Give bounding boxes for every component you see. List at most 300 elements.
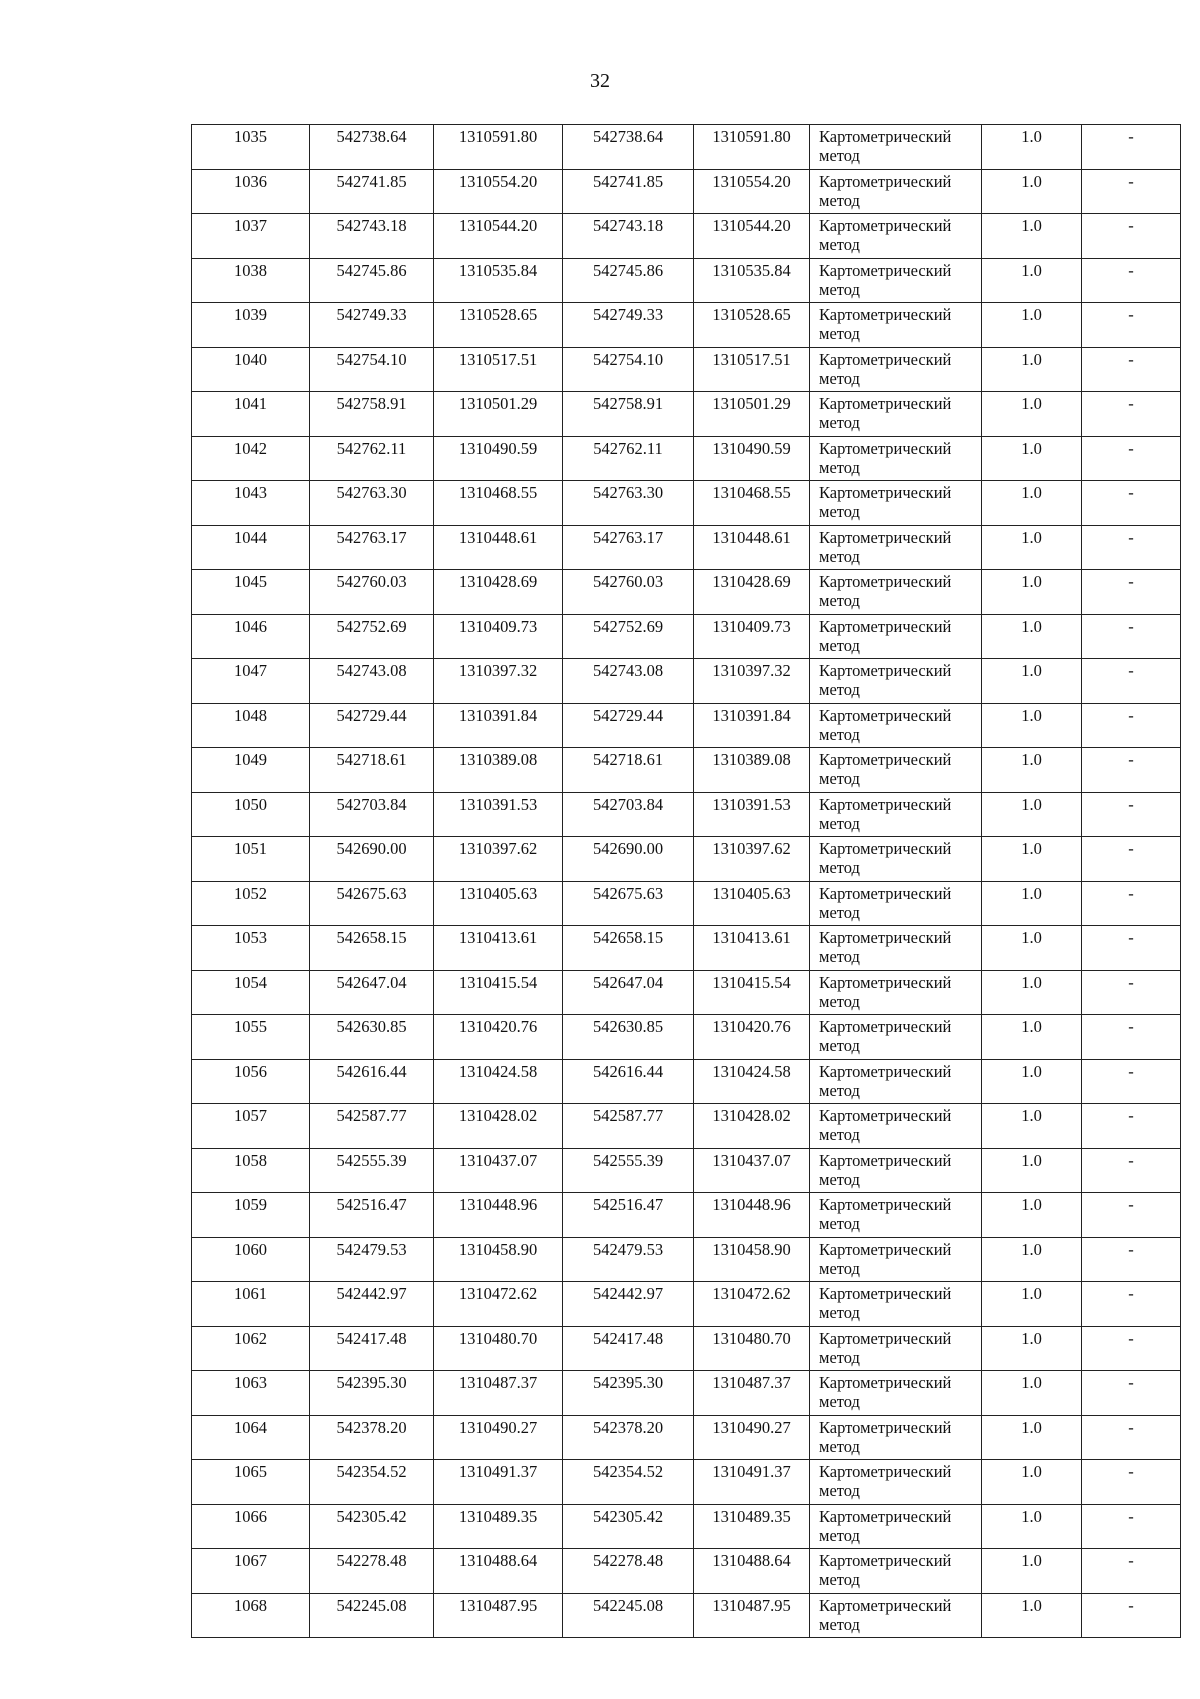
y-coordinate-cell: 1310528.65: [694, 303, 810, 348]
accuracy-cell: 1.0: [982, 1593, 1082, 1638]
x-coordinate-cell: 542630.85: [310, 1015, 434, 1060]
method-cell: Картометрический метод: [810, 169, 982, 214]
accuracy-cell: 1.0: [982, 1549, 1082, 1594]
x-coordinate-cell: 542442.97: [310, 1282, 434, 1327]
x-coordinate-cell: 542738.64: [310, 125, 434, 170]
note-cell: -: [1082, 881, 1181, 926]
accuracy-cell: 1.0: [982, 1282, 1082, 1327]
point-number-cell: 1037: [192, 214, 310, 259]
point-number-cell: 1059: [192, 1193, 310, 1238]
accuracy-cell: 1.0: [982, 1504, 1082, 1549]
accuracy-cell: 1.0: [982, 837, 1082, 882]
accuracy-cell: 1.0: [982, 703, 1082, 748]
y-coordinate-cell: 1310544.20: [434, 214, 563, 259]
table-row: [192, 881, 1181, 926]
table-row: [192, 970, 1181, 1015]
x-coordinate-cell: 542758.91: [563, 392, 694, 437]
x-coordinate-cell: 542738.64: [563, 125, 694, 170]
x-coordinate-cell: 542743.08: [310, 659, 434, 704]
x-coordinate-cell: 542745.86: [563, 258, 694, 303]
table-row: [192, 1059, 1181, 1104]
y-coordinate-cell: 1310391.84: [434, 703, 563, 748]
x-coordinate-cell: 542555.39: [563, 1148, 694, 1193]
y-coordinate-cell: 1310591.80: [434, 125, 563, 170]
table-row: [192, 703, 1181, 748]
x-coordinate-cell: 542690.00: [563, 837, 694, 882]
point-number-cell: 1047: [192, 659, 310, 704]
table-row: [192, 303, 1181, 348]
y-coordinate-cell: 1310428.69: [434, 570, 563, 615]
y-coordinate-cell: 1310487.95: [434, 1593, 563, 1638]
accuracy-cell: 1.0: [982, 792, 1082, 837]
x-coordinate-cell: 542758.91: [310, 392, 434, 437]
y-coordinate-cell: 1310544.20: [694, 214, 810, 259]
note-cell: -: [1082, 703, 1181, 748]
x-coordinate-cell: 542763.17: [310, 525, 434, 570]
method-cell: Картометрический метод: [810, 1193, 982, 1238]
table-row: [192, 125, 1181, 170]
note-cell: -: [1082, 1148, 1181, 1193]
note-cell: -: [1082, 1193, 1181, 1238]
point-number-cell: 1066: [192, 1504, 310, 1549]
x-coordinate-cell: 542647.04: [310, 970, 434, 1015]
point-number-cell: 1056: [192, 1059, 310, 1104]
x-coordinate-cell: 542647.04: [563, 970, 694, 1015]
accuracy-cell: 1.0: [982, 525, 1082, 570]
y-coordinate-cell: 1310501.29: [434, 392, 563, 437]
x-coordinate-cell: 542675.63: [563, 881, 694, 926]
x-coordinate-cell: 542630.85: [563, 1015, 694, 1060]
table-row: [192, 214, 1181, 259]
method-cell: Картометрический метод: [810, 1015, 982, 1060]
x-coordinate-cell: 542305.42: [563, 1504, 694, 1549]
point-number-cell: 1061: [192, 1282, 310, 1327]
point-number-cell: 1063: [192, 1371, 310, 1416]
accuracy-cell: 1.0: [982, 570, 1082, 615]
y-coordinate-cell: 1310517.51: [434, 347, 563, 392]
method-cell: Картометрический метод: [810, 347, 982, 392]
y-coordinate-cell: 1310501.29: [694, 392, 810, 437]
y-coordinate-cell: 1310490.27: [694, 1415, 810, 1460]
accuracy-cell: 1.0: [982, 926, 1082, 971]
page-number: 32: [590, 70, 610, 92]
table-row: [192, 1593, 1181, 1638]
accuracy-cell: 1.0: [982, 1059, 1082, 1104]
y-coordinate-cell: 1310415.54: [694, 970, 810, 1015]
y-coordinate-cell: 1310409.73: [434, 614, 563, 659]
y-coordinate-cell: 1310458.90: [694, 1237, 810, 1282]
table-row: [192, 1148, 1181, 1193]
method-cell: Картометрический метод: [810, 1504, 982, 1549]
y-coordinate-cell: 1310458.90: [434, 1237, 563, 1282]
note-cell: -: [1082, 1104, 1181, 1149]
point-number-cell: 1042: [192, 436, 310, 481]
y-coordinate-cell: 1310480.70: [694, 1326, 810, 1371]
y-coordinate-cell: 1310397.32: [694, 659, 810, 704]
x-coordinate-cell: 542479.53: [563, 1237, 694, 1282]
method-cell: Картометрический метод: [810, 926, 982, 971]
table-row: [192, 1504, 1181, 1549]
y-coordinate-cell: 1310490.27: [434, 1415, 563, 1460]
accuracy-cell: 1.0: [982, 614, 1082, 659]
note-cell: -: [1082, 258, 1181, 303]
note-cell: -: [1082, 1504, 1181, 1549]
point-number-cell: 1054: [192, 970, 310, 1015]
point-number-cell: 1044: [192, 525, 310, 570]
table-row: [192, 525, 1181, 570]
x-coordinate-cell: 542754.10: [310, 347, 434, 392]
y-coordinate-cell: 1310517.51: [694, 347, 810, 392]
x-coordinate-cell: 542278.48: [563, 1549, 694, 1594]
x-coordinate-cell: 542658.15: [563, 926, 694, 971]
y-coordinate-cell: 1310554.20: [694, 169, 810, 214]
method-cell: Картометрический метод: [810, 258, 982, 303]
y-coordinate-cell: 1310424.58: [434, 1059, 563, 1104]
x-coordinate-cell: 542729.44: [563, 703, 694, 748]
note-cell: -: [1082, 1371, 1181, 1416]
y-coordinate-cell: 1310472.62: [434, 1282, 563, 1327]
method-cell: Картометрический метод: [810, 525, 982, 570]
method-cell: Картометрический метод: [810, 214, 982, 259]
note-cell: -: [1082, 481, 1181, 526]
table-body: [192, 125, 1181, 1638]
table-row: [192, 436, 1181, 481]
accuracy-cell: 1.0: [982, 169, 1082, 214]
y-coordinate-cell: 1310397.62: [694, 837, 810, 882]
point-number-cell: 1067: [192, 1549, 310, 1594]
y-coordinate-cell: 1310468.55: [694, 481, 810, 526]
note-cell: -: [1082, 1460, 1181, 1505]
y-coordinate-cell: 1310428.02: [434, 1104, 563, 1149]
point-number-cell: 1043: [192, 481, 310, 526]
x-coordinate-cell: 542749.33: [563, 303, 694, 348]
y-coordinate-cell: 1310491.37: [434, 1460, 563, 1505]
y-coordinate-cell: 1310528.65: [434, 303, 563, 348]
method-cell: Картометрический метод: [810, 570, 982, 615]
accuracy-cell: 1.0: [982, 881, 1082, 926]
x-coordinate-cell: 542752.69: [563, 614, 694, 659]
y-coordinate-cell: 1310420.76: [434, 1015, 563, 1060]
point-number-cell: 1058: [192, 1148, 310, 1193]
x-coordinate-cell: 542745.86: [310, 258, 434, 303]
note-cell: -: [1082, 125, 1181, 170]
x-coordinate-cell: 542378.20: [563, 1415, 694, 1460]
method-cell: Картометрический метод: [810, 1593, 982, 1638]
y-coordinate-cell: 1310391.53: [694, 792, 810, 837]
table-row: [192, 1193, 1181, 1238]
note-cell: -: [1082, 1415, 1181, 1460]
x-coordinate-cell: 542760.03: [563, 570, 694, 615]
x-coordinate-cell: 542749.33: [310, 303, 434, 348]
table-row: [192, 1549, 1181, 1594]
x-coordinate-cell: 542442.97: [563, 1282, 694, 1327]
x-coordinate-cell: 542516.47: [563, 1193, 694, 1238]
x-coordinate-cell: 542354.52: [563, 1460, 694, 1505]
point-number-cell: 1039: [192, 303, 310, 348]
point-number-cell: 1040: [192, 347, 310, 392]
accuracy-cell: 1.0: [982, 347, 1082, 392]
point-number-cell: 1041: [192, 392, 310, 437]
accuracy-cell: 1.0: [982, 748, 1082, 793]
point-number-cell: 1048: [192, 703, 310, 748]
method-cell: Картометрический метод: [810, 659, 982, 704]
note-cell: -: [1082, 1059, 1181, 1104]
method-cell: Картометрический метод: [810, 970, 982, 1015]
y-coordinate-cell: 1310413.61: [694, 926, 810, 971]
note-cell: -: [1082, 436, 1181, 481]
y-coordinate-cell: 1310424.58: [694, 1059, 810, 1104]
x-coordinate-cell: 542741.85: [310, 169, 434, 214]
note-cell: -: [1082, 1549, 1181, 1594]
note-cell: -: [1082, 214, 1181, 259]
x-coordinate-cell: 542245.08: [563, 1593, 694, 1638]
y-coordinate-cell: 1310415.54: [434, 970, 563, 1015]
x-coordinate-cell: 542417.48: [310, 1326, 434, 1371]
table-row: [192, 1326, 1181, 1371]
x-coordinate-cell: 542555.39: [310, 1148, 434, 1193]
point-number-cell: 1064: [192, 1415, 310, 1460]
method-cell: Картометрический метод: [810, 1460, 982, 1505]
note-cell: -: [1082, 169, 1181, 214]
x-coordinate-cell: 542743.18: [563, 214, 694, 259]
table-row: [192, 258, 1181, 303]
method-cell: Картометрический метод: [810, 1326, 982, 1371]
y-coordinate-cell: 1310554.20: [434, 169, 563, 214]
y-coordinate-cell: 1310420.76: [694, 1015, 810, 1060]
point-number-cell: 1050: [192, 792, 310, 837]
note-cell: -: [1082, 570, 1181, 615]
y-coordinate-cell: 1310397.32: [434, 659, 563, 704]
x-coordinate-cell: 542718.61: [310, 748, 434, 793]
table-row: [192, 1104, 1181, 1149]
method-cell: Картометрический метод: [810, 614, 982, 659]
note-cell: -: [1082, 748, 1181, 793]
y-coordinate-cell: 1310472.62: [694, 1282, 810, 1327]
x-coordinate-cell: 542743.18: [310, 214, 434, 259]
y-coordinate-cell: 1310491.37: [694, 1460, 810, 1505]
y-coordinate-cell: 1310413.61: [434, 926, 563, 971]
accuracy-cell: 1.0: [982, 436, 1082, 481]
y-coordinate-cell: 1310437.07: [694, 1148, 810, 1193]
accuracy-cell: 1.0: [982, 1415, 1082, 1460]
point-number-cell: 1057: [192, 1104, 310, 1149]
x-coordinate-cell: 542703.84: [310, 792, 434, 837]
note-cell: -: [1082, 1593, 1181, 1638]
x-coordinate-cell: 542718.61: [563, 748, 694, 793]
point-number-cell: 1055: [192, 1015, 310, 1060]
accuracy-cell: 1.0: [982, 258, 1082, 303]
y-coordinate-cell: 1310448.96: [434, 1193, 563, 1238]
accuracy-cell: 1.0: [982, 1148, 1082, 1193]
x-coordinate-cell: 542278.48: [310, 1549, 434, 1594]
note-cell: -: [1082, 1326, 1181, 1371]
y-coordinate-cell: 1310389.08: [434, 748, 563, 793]
point-number-cell: 1053: [192, 926, 310, 971]
x-coordinate-cell: 542763.30: [310, 481, 434, 526]
accuracy-cell: 1.0: [982, 1193, 1082, 1238]
accuracy-cell: 1.0: [982, 1237, 1082, 1282]
y-coordinate-cell: 1310488.64: [694, 1549, 810, 1594]
x-coordinate-cell: 542763.17: [563, 525, 694, 570]
table-row: [192, 926, 1181, 971]
x-coordinate-cell: 542587.77: [563, 1104, 694, 1149]
y-coordinate-cell: 1310448.96: [694, 1193, 810, 1238]
x-coordinate-cell: 542354.52: [310, 1460, 434, 1505]
x-coordinate-cell: 542675.63: [310, 881, 434, 926]
note-cell: -: [1082, 303, 1181, 348]
point-number-cell: 1038: [192, 258, 310, 303]
note-cell: -: [1082, 659, 1181, 704]
table-row: [192, 614, 1181, 659]
table-row: [192, 659, 1181, 704]
x-coordinate-cell: 542763.30: [563, 481, 694, 526]
y-coordinate-cell: 1310490.59: [434, 436, 563, 481]
y-coordinate-cell: 1310591.80: [694, 125, 810, 170]
note-cell: -: [1082, 792, 1181, 837]
note-cell: -: [1082, 347, 1181, 392]
method-cell: Картометрический метод: [810, 1282, 982, 1327]
point-number-cell: 1036: [192, 169, 310, 214]
x-coordinate-cell: 542417.48: [563, 1326, 694, 1371]
method-cell: Картометрический метод: [810, 837, 982, 882]
point-number-cell: 1035: [192, 125, 310, 170]
accuracy-cell: 1.0: [982, 214, 1082, 259]
x-coordinate-cell: 542587.77: [310, 1104, 434, 1149]
note-cell: -: [1082, 970, 1181, 1015]
note-cell: -: [1082, 926, 1181, 971]
table-row: [192, 1237, 1181, 1282]
y-coordinate-cell: 1310409.73: [694, 614, 810, 659]
y-coordinate-cell: 1310535.84: [434, 258, 563, 303]
x-coordinate-cell: 542516.47: [310, 1193, 434, 1238]
table-row: [192, 1015, 1181, 1060]
y-coordinate-cell: 1310487.37: [694, 1371, 810, 1416]
x-coordinate-cell: 542690.00: [310, 837, 434, 882]
y-coordinate-cell: 1310405.63: [434, 881, 563, 926]
method-cell: Картометрический метод: [810, 1104, 982, 1149]
note-cell: -: [1082, 614, 1181, 659]
method-cell: Картометрический метод: [810, 392, 982, 437]
table-row: [192, 792, 1181, 837]
x-coordinate-cell: 542479.53: [310, 1237, 434, 1282]
note-cell: -: [1082, 837, 1181, 882]
note-cell: -: [1082, 1282, 1181, 1327]
method-cell: Картометрический метод: [810, 792, 982, 837]
point-number-cell: 1045: [192, 570, 310, 615]
y-coordinate-cell: 1310397.62: [434, 837, 563, 882]
method-cell: Картометрический метод: [810, 436, 982, 481]
note-cell: -: [1082, 392, 1181, 437]
accuracy-cell: 1.0: [982, 303, 1082, 348]
accuracy-cell: 1.0: [982, 1326, 1082, 1371]
accuracy-cell: 1.0: [982, 1371, 1082, 1416]
y-coordinate-cell: 1310489.35: [694, 1504, 810, 1549]
method-cell: Картометрический метод: [810, 125, 982, 170]
method-cell: Картометрический метод: [810, 1237, 982, 1282]
point-number-cell: 1068: [192, 1593, 310, 1638]
method-cell: Картометрический метод: [810, 1371, 982, 1416]
y-coordinate-cell: 1310437.07: [434, 1148, 563, 1193]
method-cell: Картометрический метод: [810, 703, 982, 748]
table-row: [192, 748, 1181, 793]
y-coordinate-cell: 1310535.84: [694, 258, 810, 303]
point-number-cell: 1051: [192, 837, 310, 882]
method-cell: Картометрический метод: [810, 481, 982, 526]
point-number-cell: 1065: [192, 1460, 310, 1505]
table-row: [192, 169, 1181, 214]
point-number-cell: 1046: [192, 614, 310, 659]
y-coordinate-cell: 1310405.63: [694, 881, 810, 926]
x-coordinate-cell: 542741.85: [563, 169, 694, 214]
x-coordinate-cell: 542703.84: [563, 792, 694, 837]
x-coordinate-cell: 542378.20: [310, 1415, 434, 1460]
y-coordinate-cell: 1310391.53: [434, 792, 563, 837]
note-cell: -: [1082, 525, 1181, 570]
accuracy-cell: 1.0: [982, 125, 1082, 170]
y-coordinate-cell: 1310490.59: [694, 436, 810, 481]
y-coordinate-cell: 1310428.69: [694, 570, 810, 615]
y-coordinate-cell: 1310487.95: [694, 1593, 810, 1638]
point-number-cell: 1062: [192, 1326, 310, 1371]
accuracy-cell: 1.0: [982, 1015, 1082, 1060]
y-coordinate-cell: 1310468.55: [434, 481, 563, 526]
table-row: [192, 837, 1181, 882]
x-coordinate-cell: 542395.30: [310, 1371, 434, 1416]
point-number-cell: 1052: [192, 881, 310, 926]
method-cell: Картометрический метод: [810, 748, 982, 793]
accuracy-cell: 1.0: [982, 392, 1082, 437]
x-coordinate-cell: 542729.44: [310, 703, 434, 748]
table-row: [192, 481, 1181, 526]
y-coordinate-cell: 1310391.84: [694, 703, 810, 748]
y-coordinate-cell: 1310448.61: [434, 525, 563, 570]
accuracy-cell: 1.0: [982, 481, 1082, 526]
method-cell: Картометрический метод: [810, 1148, 982, 1193]
x-coordinate-cell: 542658.15: [310, 926, 434, 971]
table-row: [192, 1415, 1181, 1460]
x-coordinate-cell: 542395.30: [563, 1371, 694, 1416]
y-coordinate-cell: 1310488.64: [434, 1549, 563, 1594]
y-coordinate-cell: 1310428.02: [694, 1104, 810, 1149]
table-row: [192, 1282, 1181, 1327]
x-coordinate-cell: 542616.44: [563, 1059, 694, 1104]
table-row: [192, 392, 1181, 437]
y-coordinate-cell: 1310389.08: [694, 748, 810, 793]
accuracy-cell: 1.0: [982, 659, 1082, 704]
point-number-cell: 1049: [192, 748, 310, 793]
point-number-cell: 1060: [192, 1237, 310, 1282]
note-cell: -: [1082, 1237, 1181, 1282]
x-coordinate-cell: 542305.42: [310, 1504, 434, 1549]
x-coordinate-cell: 542245.08: [310, 1593, 434, 1638]
x-coordinate-cell: 542743.08: [563, 659, 694, 704]
x-coordinate-cell: 542760.03: [310, 570, 434, 615]
y-coordinate-cell: 1310448.61: [694, 525, 810, 570]
method-cell: Картометрический метод: [810, 1415, 982, 1460]
y-coordinate-cell: 1310487.37: [434, 1371, 563, 1416]
table-row: [192, 570, 1181, 615]
x-coordinate-cell: 542754.10: [563, 347, 694, 392]
table-row: [192, 347, 1181, 392]
method-cell: Картометрический метод: [810, 1059, 982, 1104]
y-coordinate-cell: 1310489.35: [434, 1504, 563, 1549]
x-coordinate-cell: 542762.11: [310, 436, 434, 481]
table-row: [192, 1460, 1181, 1505]
y-coordinate-cell: 1310480.70: [434, 1326, 563, 1371]
x-coordinate-cell: 542616.44: [310, 1059, 434, 1104]
x-coordinate-cell: 542762.11: [563, 436, 694, 481]
method-cell: Картометрический метод: [810, 303, 982, 348]
